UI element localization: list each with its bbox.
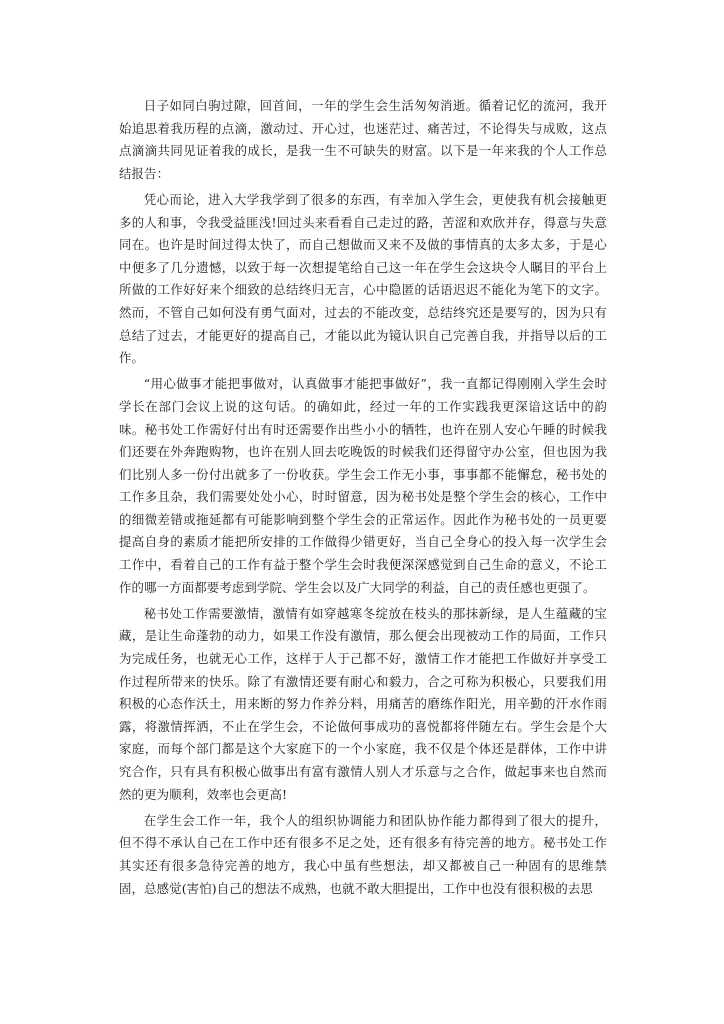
paragraph-intro: 日子如同白驹过隙，回首间，一年的学生会生活匆匆消逝。循着记忆的流河，我开始追思着我历程的点滴，激动过、开心过，也迷茫过、痛苦过，不论得失与成败，这点点滴滴共同见证着我的成长，是我一生不可缺失的财富。以下是一年来我的个人工作总结报告： [119,98,607,181]
paragraph-shortcomings: 在学生会工作一年，我个人的组织协调能力和团队协作能力都得到了很大的提升，但不得不承认自己在工作中还有很多不足之处，还有很多有待完善的地方。秘书处工作其实还有很多急待完善的地方，我心中虽有些想法，却又都被自己一种固有的思维禁固，总感觉(害怕)自己的想法不成熟，也就不敢大胆提出，工作中也没有很积极的去思 [119,812,607,896]
paragraph-reflection: 凭心而论，进入大学我学到了很多的东西，有幸加入学生会，更使我有机会接触更多的人和事，令我受益匪浅!回过头来看看自己走过的路，苦涩和欢欣并存，得意与失意同在。也许是时间过得太快了，而自己想做而又来不及做的事情真的太多太多，于是心中便多了几分遗憾，以致于每一次想提笔给自己这一年在学生会这块令人瞩目的平台上所做的工作好好来个细致的总结终归无言，心中隐匿的话语迟迟不能化为笔下的文字。然而，不管自己如何没有勇气面对，过去的不能改变，总结终究还是要写的，因为只有总结了过去，才能更好的提高自己，才能以此为镜认识自己完善自我，并指导以后的工作。 [119,191,607,366]
paragraph-passion: 秘书处工作需要激情，激情有如穿越寒冬绽放在枝头的那抹新绿，是人生蕴藏的宝藏，是让生命蓬勃的动力，如果工作没有激情，那么便会出现被动工作的局面，工作只为完成任务，也就无心工作，这样于人于己都不好，激情工作才能把工作做好并享受工作过程所带来的快乐。除了有激情还要有耐心和毅力，合之可称为积极心，只要我们用积极的心态作沃土，用来断的努力作养分料，用痛苦的磨练作阳光，用辛勤的汗水作雨露，将激情挥洒，不止在学生会，不论做何事成功的喜悦都将伴随左右。学生会是个大家庭，而每个部门都是这个大家庭下的一个小家庭，我不仅是个体还是群体，工作中讲究合作，只有具有积极心做事出有富有激情人别人才乐意与之合作，做起事来也自然而然的更为顺利，效率也会更高! [119,605,607,802]
paragraph-diligence: “用心做事才能把事做对，认真做事才能把事做好”，我一直都记得刚刚入学生会时学长在部门会议上说的这句话。的确如此，经过一年的工作实践我更深谙这话中的韵味。秘书处工作需好付出有时还需要作出些小小的牺牲，也许在别人安心午睡的时候我们还要在外奔跑购物，也许在别人回去吃晚饭的时候我们还得留守办公室，但也因为我们比别人多一份付出就多了一份收获。学生会工作无小事，事事都不能懈怠，秘书处的工作多且杂，我们需要处处小心，时时留意，因为秘书处是整个学生会的核心，工作中的细微差错或拖延都有可能影响到整个学生会的正常运作。因此作为秘书处的一员更要提高自身的素质才能把所安排的工作做得少错更好，当自己全身心的投入每一次学生会工作中，看着自己的工作有益于整个学生会时我便深深感觉到自己生命的意义，不论工作的哪一方面都要考虑到学院、学生会以及广大同学的利益，自己的责任感也更强了。 [119,376,607,595]
document-body [119,95,607,900]
